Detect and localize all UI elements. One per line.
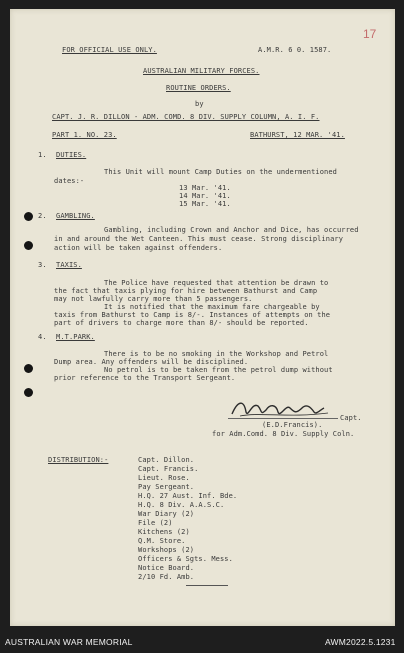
section-number: 3. [38, 261, 47, 269]
distribution-item: 2/10 Fd. Amb. [138, 573, 195, 581]
section-title-mt-park: M.T.PARK. [56, 333, 95, 341]
distribution-item: Kitchens (2) [138, 528, 190, 536]
archive-footer [0, 630, 404, 653]
taxis-text: It is notified that the maximum fare chargeable by [104, 303, 320, 311]
punch-hole [24, 388, 33, 397]
section-number: 2. [38, 212, 47, 220]
distribution-item: War Diary (2) [138, 510, 195, 518]
distribution-item: Officers & Sgts. Mess. [138, 555, 233, 563]
distribution-item: Capt. Dillon. [138, 456, 195, 464]
distribution-item: Notice Board. [138, 564, 195, 572]
duties-text: dates:- [54, 177, 85, 185]
section-title-duties: DUTIES. [56, 151, 87, 159]
archive-name: AUSTRALIAN WAR MEMORIAL [5, 637, 133, 647]
official-use-label: FOR OFFICIAL USE ONLY. [62, 46, 157, 54]
punch-hole [24, 241, 33, 250]
section-title-gambling: GAMBLING. [56, 212, 95, 220]
gambling-text: in and around the Wet Canteen. This must cease. Strong disciplinary [54, 235, 344, 243]
taxis-text: the fact that taxis plying for hire between Bathurst and Camp [54, 287, 318, 295]
distribution-item: Capt. Francis. [138, 465, 199, 473]
distribution-item: H.Q. 27 Aust. Inf. Bde. [138, 492, 238, 500]
forces-heading: AUSTRALIAN MILITARY FORCES. [143, 67, 260, 75]
gambling-text: Gambling, including Crown and Anchor and Dice, has occurred [104, 226, 359, 234]
taxis-text: may not lawfully carry more than 5 passengers. [54, 295, 253, 303]
signature-scrawl [230, 396, 336, 420]
section-number: 1. [38, 151, 47, 159]
routine-orders-heading: ROUTINE ORDERS. [166, 84, 231, 92]
handwritten-reference: 17 [363, 27, 377, 41]
taxis-text: The Police have requested that attention be drawn to [104, 279, 329, 287]
mt-park-text: prior reference to the Transport Sergeant. [54, 374, 236, 382]
distribution-item: Pay Sergeant. [138, 483, 195, 491]
distribution-item: H.Q. 8 Div. A.A.S.C. [138, 501, 225, 509]
distribution-item: File (2) [138, 519, 173, 527]
duty-date: 15 Mar. '41. [179, 200, 231, 208]
duty-date: 14 Mar. '41. [179, 192, 231, 200]
signature-line [228, 418, 338, 419]
distribution-item: Q.M. Store. [138, 537, 186, 545]
signatory-name: (E.D.Francis). [262, 421, 323, 429]
reference-code: A.M.R. 6 0. 1587. [258, 46, 332, 54]
punch-hole [24, 364, 33, 373]
signature-rank: Capt. [340, 414, 362, 422]
distribution-item: Lieut. Rose. [138, 474, 190, 482]
taxis-text: part of drivers to charge more than 8/- should be reported. [54, 319, 309, 327]
by-label: by [195, 100, 204, 108]
closing-rule [186, 585, 228, 586]
punch-hole [24, 212, 33, 221]
mt-park-text: Dump area. Any offenders will be disciplined. [54, 358, 249, 366]
mt-park-text: No petrol is to be taken from the petrol dump without [104, 366, 333, 374]
officer-line: CAPT. J. R. DILLON - ADM. COMD. 8 DIV. SUPPLY COLUMN, A. I. F. [52, 113, 320, 121]
duties-text: This Unit will mount Camp Duties on the undermentioned [104, 168, 337, 176]
distribution-label: DISTRIBUTION:- [48, 456, 109, 464]
signature-for-line: for Adm.Comd. 8 Div. Supply Coln. [212, 430, 355, 438]
mt-park-text: There is to be no smoking in the Workshop and Petrol [104, 350, 329, 358]
section-title-taxis: TAXIS. [56, 261, 82, 269]
archive-accession: AWM2022.5.1231 [325, 637, 396, 647]
taxis-text: taxis from Bathurst to Camp is 8/-. Instances of attempts on the [54, 311, 331, 319]
distribution-item: Workshops (2) [138, 546, 195, 554]
part-number: PART 1. NO. 23. [52, 131, 117, 139]
duty-date: 13 Mar. '41. [179, 184, 231, 192]
place-date: BATHURST, 12 MAR. '41. [250, 131, 345, 139]
gambling-text: action will be taken against offenders. [54, 244, 223, 252]
section-number: 4. [38, 333, 47, 341]
